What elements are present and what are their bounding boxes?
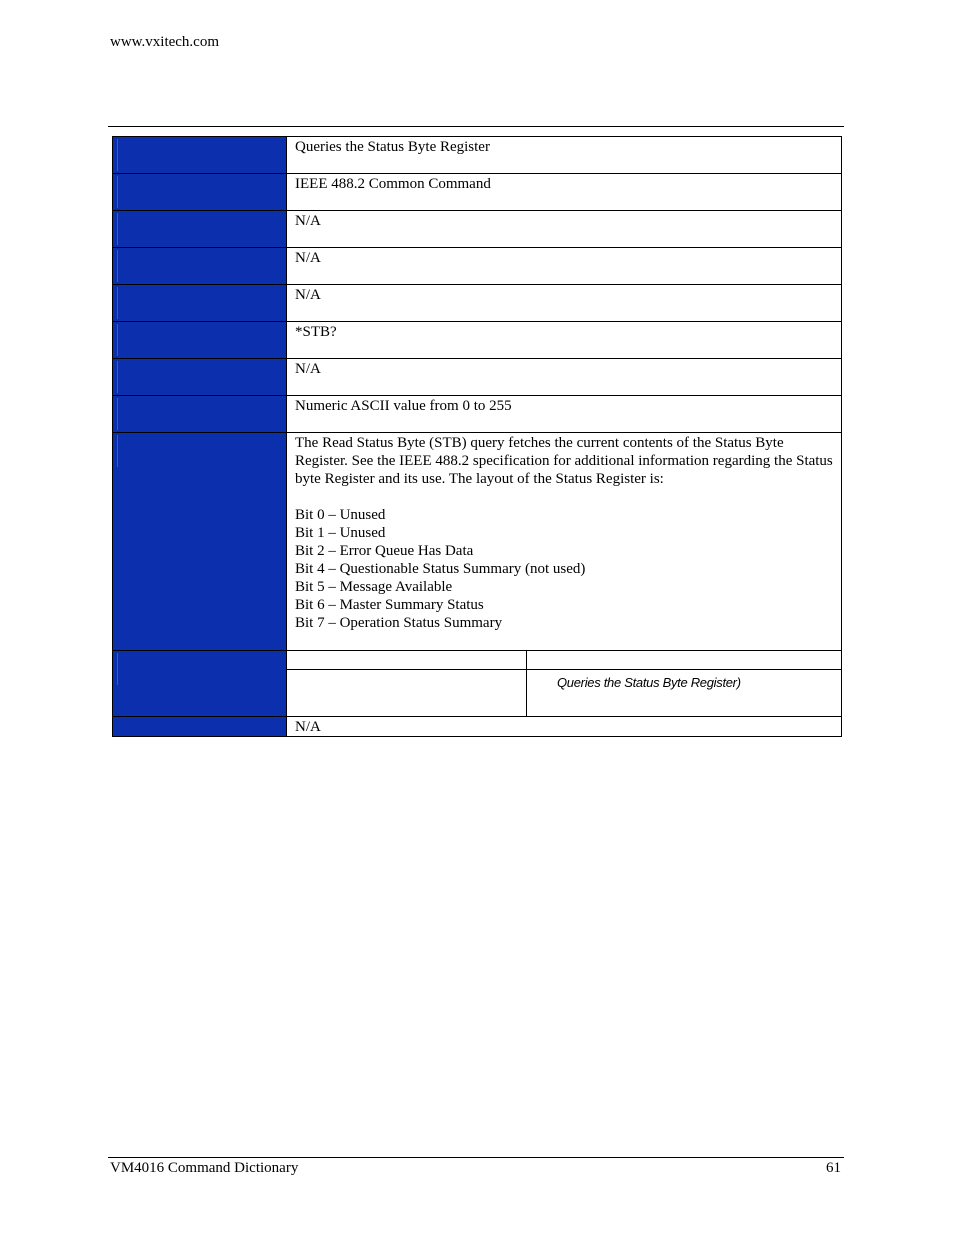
label-cell [113, 248, 287, 285]
label-cell [113, 396, 287, 433]
syntax-value: *STB? [287, 322, 842, 359]
list-item: Bit 1 – Unused [295, 525, 386, 541]
description-value [287, 433, 842, 651]
description-intro: The Read Status Byte (STB) query fetches the current contents of the Status Byte Register. See the IEEE 488.2 specification for additional information regarding the Status byte Register and its use. The layout of the Status Register is: [295, 435, 833, 487]
row5-value: N/A [287, 285, 842, 322]
status-bits-list [295, 506, 833, 650]
label-cell [113, 433, 287, 651]
example-header-command [287, 651, 527, 670]
list-item: Bit 7 – Operation Status Summary [295, 615, 503, 631]
list-item: Bit 4 – Questionable Status Summary (not used) [295, 561, 586, 577]
last-row-value: N/A [287, 717, 842, 737]
list-item: Bit 0 – Unused [295, 507, 386, 523]
table-row [113, 174, 842, 211]
bottom-rule [108, 1157, 844, 1158]
label-cell [113, 359, 287, 396]
top-rule [108, 126, 844, 127]
label-cell [113, 717, 287, 737]
list-item: Bit 2 – Error Queue Has Data [295, 543, 474, 559]
type-value: IEEE 488.2 Common Command [287, 174, 842, 211]
label-cell [113, 285, 287, 322]
table-row [113, 717, 842, 737]
returns-value: Numeric ASCII value from 0 to 255 [287, 396, 842, 433]
row4-value: N/A [287, 248, 842, 285]
row3-value: N/A [287, 211, 842, 248]
table-row [113, 359, 842, 396]
label-cell [113, 211, 287, 248]
table-row [113, 651, 842, 717]
example-cell [287, 651, 842, 717]
table-row [113, 433, 842, 651]
example-comment: Queries the Status Byte Register) [557, 675, 741, 690]
command-table [112, 136, 842, 737]
table-row [113, 322, 842, 359]
footer-title: VM4016 Command Dictionary [110, 1160, 299, 1176]
list-item: Bit 5 – Message Available [295, 579, 453, 595]
example-body-row [287, 670, 841, 717]
label-cell [113, 174, 287, 211]
label-cell [113, 651, 287, 717]
label-cell [113, 137, 287, 174]
label-cell [113, 322, 287, 359]
list-item: Bit 6 – Master Summary Status [295, 597, 484, 613]
example-command [287, 670, 527, 717]
table-row [113, 396, 842, 433]
example-header-comment [527, 651, 842, 670]
table-row [113, 137, 842, 174]
header-url: www.vxitech.com [110, 34, 219, 50]
page-number: 61 [826, 1160, 841, 1176]
purpose-value: Queries the Status Byte Register [287, 137, 842, 174]
table-row [113, 285, 842, 322]
table-row [113, 211, 842, 248]
example-table [287, 651, 841, 716]
table-row [113, 248, 842, 285]
row7-value: N/A [287, 359, 842, 396]
example-header-row [287, 651, 841, 670]
